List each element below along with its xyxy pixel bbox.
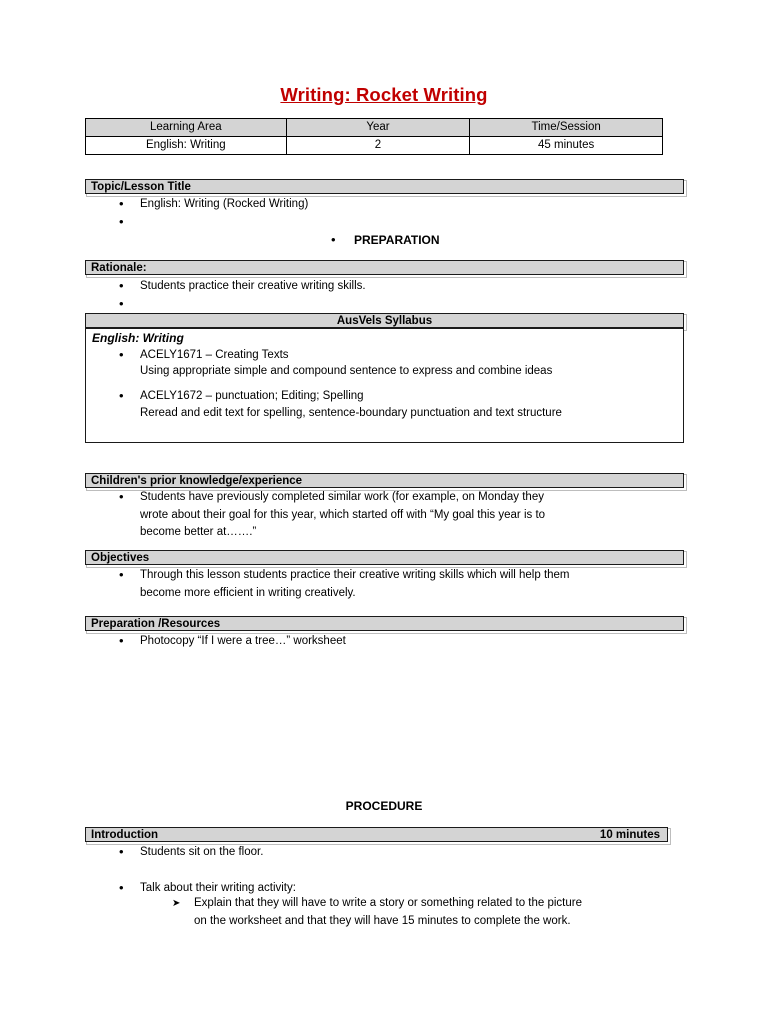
bullet-marker — [119, 196, 124, 213]
section-header-rationale — [85, 260, 684, 275]
section-header-objectives — [85, 550, 684, 565]
introduction-sub-line-1: Explain that they will have to write a story or something related to the picture — [194, 897, 583, 909]
bullet-marker — [119, 347, 124, 364]
bullet-marker — [331, 232, 336, 249]
topic-bullet-1: English: Writing (Rocked Writing) — [140, 198, 309, 210]
table-cell-learning-area: English: Writing — [86, 137, 287, 155]
table-header-time-session: Time/Session — [470, 119, 663, 137]
ausvels-item-2-code: ACELY1672 – punctuation; Editing; Spelling — [140, 390, 364, 402]
section-header-ausvels-syllabus — [85, 313, 684, 328]
section-header-label: Topic/Lesson Title — [91, 181, 191, 193]
bullet-marker — [119, 880, 124, 897]
introduction-duration: 10 minutes — [599, 829, 660, 841]
section-header-introduction — [85, 827, 668, 842]
introduction-bullet-1: Students sit on the floor. — [140, 846, 264, 858]
bullet-marker — [119, 296, 124, 313]
table-header-row — [86, 119, 663, 137]
bullet-marker — [119, 567, 124, 584]
table-cell-time-session: 45 minutes — [470, 137, 663, 155]
page-title: Writing: Rocket Writing — [280, 84, 488, 105]
bullet-marker — [119, 489, 124, 506]
section-header-label: AusVels Syllabus — [336, 315, 433, 327]
prior-knowledge-line-2: wrote about their goal for this year, which started off with “My goal this year is to — [140, 509, 546, 521]
section-header-label: Children's prior knowledge/experience — [91, 475, 303, 487]
ausvels-subheading: English: Writing — [92, 331, 184, 345]
introduction-sub-line-2: on the worksheet and that they will have 15 minutes to complete the work. — [194, 915, 571, 927]
section-header-label: Preparation /Resources — [91, 618, 221, 630]
ausvels-item-1-detail: Using appropriate simple and compound sentence to express and combine ideas — [140, 365, 553, 377]
table-header-year: Year — [286, 119, 470, 137]
rationale-bullet-1: Students practice their creative writing skills. — [140, 280, 366, 292]
table-row — [86, 137, 663, 155]
prior-knowledge-line-3: become better at…….” — [140, 526, 257, 538]
section-header-label: Rationale: — [91, 262, 147, 274]
introduction-bullet-2: Talk about their writing activity: — [140, 882, 296, 894]
section-header-label: Objectives — [91, 552, 150, 564]
procedure-label: PROCEDURE — [345, 799, 423, 813]
bullet-marker — [119, 388, 124, 405]
ausvels-item-1-code: ACELY1671 – Creating Texts — [140, 349, 289, 361]
arrow-bullet-icon — [172, 895, 180, 912]
table-cell-year: 2 — [286, 137, 470, 155]
section-header-prior-knowledge — [85, 473, 684, 488]
preparation-label: PREPARATION — [354, 233, 440, 247]
prior-knowledge-line-1: Students have previously completed similar work (for example, on Monday they — [140, 491, 544, 503]
section-header-label: Introduction — [91, 829, 159, 841]
preparation-resources-bullet-1: Photocopy “If I were a tree…” worksheet — [140, 635, 346, 647]
bullet-marker — [119, 278, 124, 295]
bullet-marker — [119, 214, 124, 231]
bullet-marker — [119, 633, 124, 650]
lesson-info-table — [85, 118, 663, 155]
bullet-marker — [119, 844, 124, 861]
ausvels-item-2-detail: Reread and edit text for spelling, sentence-boundary punctuation and text structure — [140, 407, 562, 419]
section-header-topic-lesson-title — [85, 179, 684, 194]
objectives-line-2: become more efficient in writing creatively. — [140, 587, 356, 599]
section-header-preparation-resources — [85, 616, 684, 631]
table-header-learning-area: Learning Area — [86, 119, 287, 137]
objectives-line-1: Through this lesson students practice their creative writing skills which will help them — [140, 569, 570, 581]
